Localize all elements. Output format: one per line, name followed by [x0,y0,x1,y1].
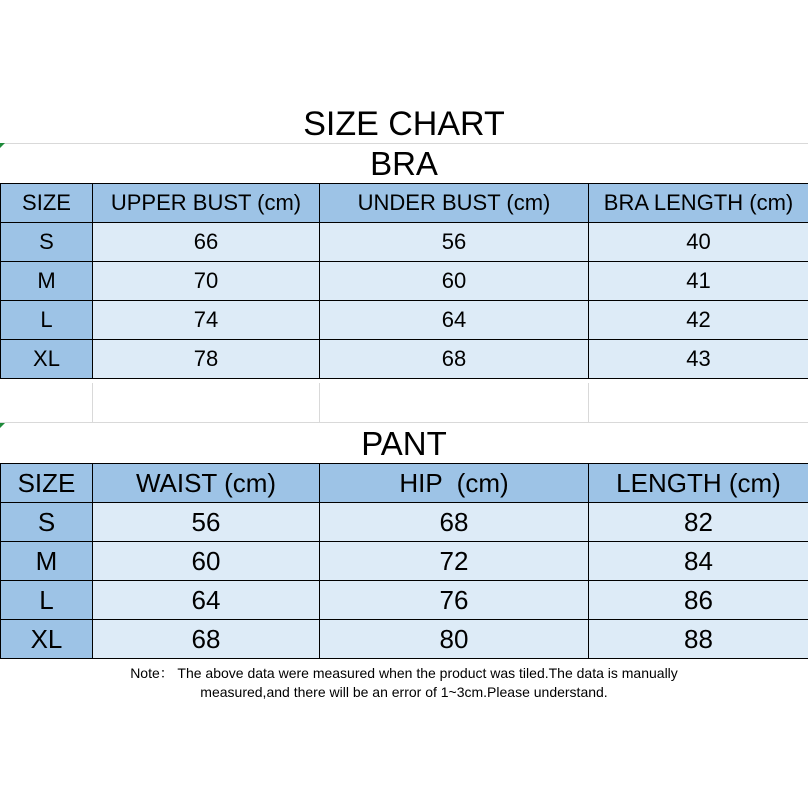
table-row [1,542,808,581]
value-cell: 88 [589,620,808,659]
value-cell: 70 [93,262,320,301]
value-cell: 68 [320,503,589,542]
table-row [1,581,808,620]
value-cell: 56 [320,223,589,262]
size-cell: S [1,223,93,262]
note-line: measured,and there will be an error of 1~3cm.Please understand. [200,684,608,700]
value-cell: 80 [320,620,589,659]
pant-heading: PANT [361,425,447,462]
column-header: WAIST (cm) [93,464,320,503]
table-row [1,340,808,379]
column-header: HIP (cm) [320,464,589,503]
size-cell: L [1,581,93,620]
value-cell: 60 [320,262,589,301]
value-cell: 42 [589,301,808,340]
value-cell: 76 [320,581,589,620]
bra-size-table [0,183,808,379]
value-cell: 68 [320,340,589,379]
value-cell: 64 [320,301,589,340]
table-row [1,620,808,659]
table-row [1,262,808,301]
gridline [0,422,808,423]
value-cell: 86 [589,581,808,620]
measurement-note [0,664,808,702]
gridline [92,383,93,423]
column-header: LENGTH (cm) [589,464,808,503]
bra-heading: BRA [370,145,438,182]
size-cell: L [1,301,93,340]
table-row [1,503,808,542]
value-cell: 56 [93,503,320,542]
table-header-row [1,464,808,503]
value-cell: 60 [93,542,320,581]
gridline [319,383,320,423]
note-line: Note： The above data were measured when the product was tiled.The data is manually [130,665,678,681]
column-header: UPPER BUST (cm) [93,184,320,223]
pant-size-table [0,463,808,659]
value-cell: 72 [320,542,589,581]
size-cell: S [1,503,93,542]
gridline [588,383,589,423]
value-cell: 66 [93,223,320,262]
column-header: SIZE [1,464,93,503]
table-row [1,223,808,262]
table-row [1,301,808,340]
value-cell: 64 [93,581,320,620]
column-header: SIZE [1,184,93,223]
value-cell: 40 [589,223,808,262]
value-cell: 68 [93,620,320,659]
page-title: SIZE CHART [303,105,505,143]
value-cell: 78 [93,340,320,379]
size-cell: M [1,542,93,581]
table-header-row [1,184,808,223]
value-cell: 41 [589,262,808,301]
size-cell: XL [1,620,93,659]
column-header: BRA LENGTH (cm) [589,184,808,223]
value-cell: 82 [589,503,808,542]
value-cell: 43 [589,340,808,379]
value-cell: 74 [93,301,320,340]
value-cell: 84 [589,542,808,581]
size-cell: M [1,262,93,301]
size-cell: XL [1,340,93,379]
column-header: UNDER BUST (cm) [320,184,589,223]
